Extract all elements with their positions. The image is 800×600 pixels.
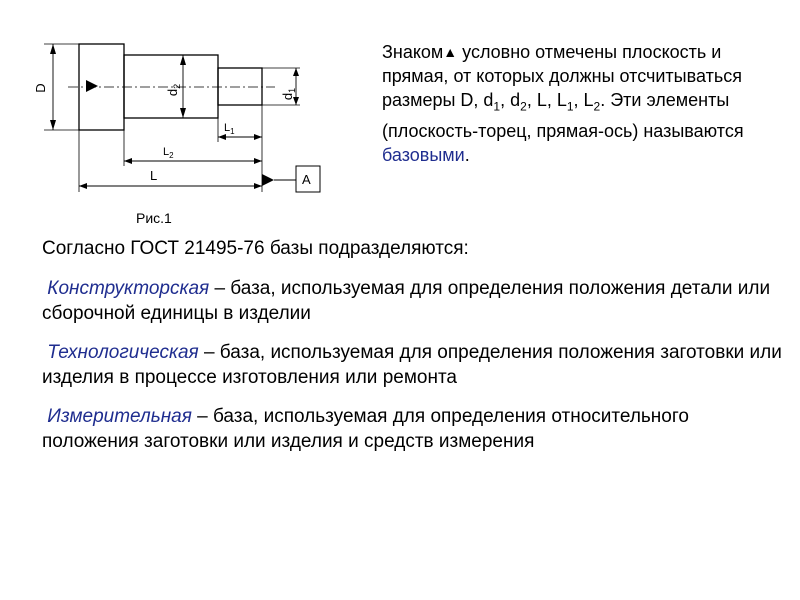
label-D: D xyxy=(33,83,48,93)
definition-item: Конструкторская – база, используемая для определения положения детали или сборочной единицы в изделии xyxy=(42,278,771,324)
definition-item: Измерительная – база, используемая для определения относительного положения заготовки или изделия и средств измерения xyxy=(42,406,689,452)
label-L1: L xyxy=(224,122,231,134)
gost-heading: Согласно ГОСТ 21495-76 базы подразделяются: xyxy=(42,238,469,259)
label-d1: d xyxy=(280,92,295,101)
definition-term: Технологическая xyxy=(47,342,199,363)
svg-text:d1: $d_1$ xyxy=(280,87,297,101)
definition-term: Конструкторская xyxy=(47,278,210,299)
definition-term: Измерительная xyxy=(47,406,192,427)
shaft-section-middle xyxy=(124,55,218,118)
highlight-term: базовыми xyxy=(382,144,465,165)
svg-text:d2: $d_2$ xyxy=(165,83,182,97)
base-triangle-icon: ▲ xyxy=(443,44,458,60)
definition-item: Технологическая – база, используемая для определения положения заготовки или изделия в процессе изготовления или ремонта xyxy=(42,342,782,388)
definitions-list xyxy=(42,276,782,468)
svg-text:L1: $L_1$ xyxy=(224,122,235,136)
label-L2: L xyxy=(163,146,170,158)
svg-text:L2: $L_2$ xyxy=(163,146,174,160)
intro-paragraph: Знаком▲ условно отмечены плоскость и прямая, от которых должны отсчитываться размеры D, $d_1$, $d_2$, L, $L_1$, $L_2$. Эти элементы (плоскость-торец, прямая-ось) называются базовыми. xyxy=(382,42,744,165)
shaft-section-small xyxy=(218,68,262,105)
label-A: A xyxy=(302,172,311,187)
base-marker-axis xyxy=(86,80,98,92)
shaft-drawing xyxy=(0,0,370,210)
label-d2: d xyxy=(165,88,180,97)
label-L: L xyxy=(150,168,158,183)
figure-caption: Рис.1 xyxy=(136,210,172,226)
base-marker-face xyxy=(262,174,274,186)
